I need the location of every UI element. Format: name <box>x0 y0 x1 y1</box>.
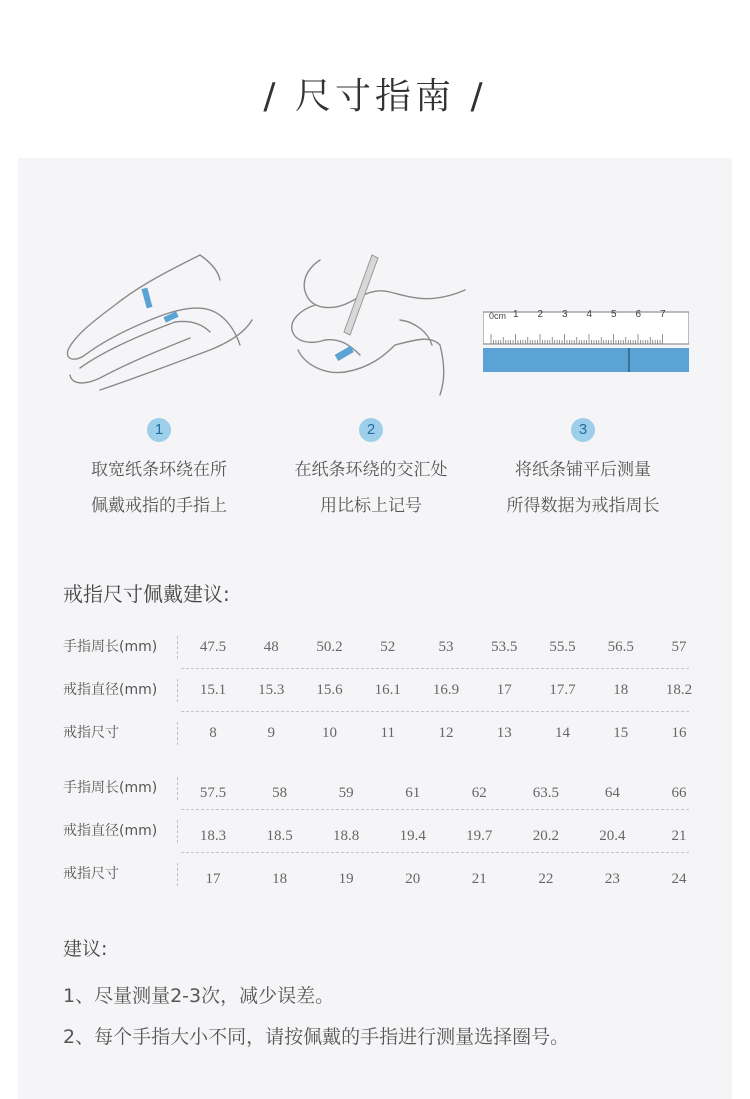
ruler-tick-label: 4 <box>586 309 593 320</box>
column-divider <box>177 863 178 886</box>
table-row <box>63 712 693 755</box>
table-cell: 19.4 <box>399 828 426 844</box>
table-cell: 22 <box>538 871 554 887</box>
advice-item-2: 2、每个手指大小不同，请按佩戴的手指进行测量选择圈号。 <box>63 1026 570 1048</box>
table-row <box>63 810 693 853</box>
table-cell: 17 <box>496 682 512 698</box>
table-cell: 10 <box>322 725 337 741</box>
table-cell: 53 <box>438 639 454 655</box>
table-cell: 56.5 <box>607 639 634 655</box>
step-3-line-1: 将纸条铺平后测量 <box>515 460 651 480</box>
table-cell: 18.8 <box>333 828 360 844</box>
size-section-heading: 戒指尺寸佩戴建议: <box>63 582 230 606</box>
step-2-text <box>271 452 471 524</box>
table-cell: 57.5 <box>199 785 227 801</box>
size-table-2 <box>63 767 693 896</box>
row-label: 手指周长(mm) <box>63 639 158 655</box>
table-cell: 13 <box>496 725 512 741</box>
table-cell: 59 <box>338 785 354 801</box>
table-cell: 15.6 <box>316 682 343 698</box>
table-cell: 16 <box>671 725 687 741</box>
table-cell: 16.1 <box>374 682 401 698</box>
step-3-line-2: 所得数据为戒指周长 <box>506 496 660 516</box>
ruler-tick-label: 7 <box>660 309 666 320</box>
table-row <box>63 767 693 810</box>
step-2-badge: 2 <box>359 418 383 442</box>
table-cell: 50.2 <box>316 639 343 655</box>
step-1-line-2: 佩戴戒指的手指上 <box>91 496 227 516</box>
table-row <box>63 853 693 896</box>
table-cell: 52 <box>380 639 396 655</box>
column-divider <box>177 636 178 659</box>
size-table-1 <box>63 626 693 755</box>
table-cell: 18 <box>613 682 629 698</box>
table-cell: 20 <box>405 871 421 887</box>
table-cell: 18.3 <box>199 828 227 844</box>
hand-wrap-illustration <box>60 250 260 400</box>
row-label: 戒指尺寸 <box>63 866 119 882</box>
table-cell: 48 <box>263 639 279 655</box>
table-cell: 20.2 <box>532 828 559 844</box>
column-divider <box>177 777 178 800</box>
table-cell: 9 <box>267 725 275 741</box>
table-cell: 64 <box>604 785 620 801</box>
table-cell: 17 <box>205 871 221 887</box>
step-2-line-1: 在纸条环绕的交汇处 <box>294 460 448 480</box>
table-cell: 66 <box>671 785 687 801</box>
table-cell: 57 <box>671 639 687 655</box>
table-cell: 55.5 <box>549 639 576 655</box>
table-cell: 21 <box>671 828 687 844</box>
advice-title: 建议: <box>63 938 108 960</box>
table-row <box>63 669 693 712</box>
table-cell: 8 <box>209 725 217 741</box>
ruler-tick-label: 5 <box>611 309 617 320</box>
table-cell: 19 <box>338 871 354 887</box>
ruler-tick-label: 6 <box>635 309 642 320</box>
table-cell: 63.5 <box>532 785 559 801</box>
table-cell: 11 <box>380 725 395 741</box>
table-cell: 19.7 <box>466 828 493 844</box>
pen-marking-illustration <box>280 250 470 400</box>
page-title: / 尺寸指南 / <box>263 76 487 117</box>
row-label: 戒指直径(mm) <box>63 823 158 839</box>
step-2-line-2: 用比标上记号 <box>320 496 422 516</box>
table-cell: 21 <box>471 871 487 887</box>
step-1-badge: 1 <box>147 418 171 442</box>
table-cell: 12 <box>438 725 454 741</box>
table-cell: 18.5 <box>266 828 293 844</box>
row-label: 戒指直径(mm) <box>63 682 158 698</box>
table-cell: 62 <box>471 785 487 801</box>
ruler-unit-label: 0cm <box>489 311 507 321</box>
table-cell: 15.3 <box>258 682 285 698</box>
table-cell: 18.2 <box>665 682 693 698</box>
table-cell: 24 <box>671 871 687 887</box>
table-row <box>63 626 693 669</box>
advice-item-1: 1、尽量测量2-3次，减少误差。 <box>63 985 335 1007</box>
table-cell: 58 <box>272 785 288 801</box>
row-label: 手指周长(mm) <box>63 780 158 796</box>
ruler-tick-label: 2 <box>537 309 544 320</box>
table-cell: 47.5 <box>199 639 227 655</box>
table-cell: 17.7 <box>549 682 576 698</box>
step-3-badge: 3 <box>571 418 595 442</box>
table-cell: 20.4 <box>599 828 626 844</box>
step-1-text <box>59 452 259 524</box>
column-divider <box>177 679 178 702</box>
table-cell: 53.5 <box>491 639 518 655</box>
table-cell: 61 <box>405 785 421 801</box>
step-3-text <box>483 452 683 524</box>
ruler-tick-label: 1 <box>513 309 519 320</box>
table-cell: 18 <box>272 871 288 887</box>
table-cell: 16.9 <box>432 682 460 698</box>
table-cell: 14 <box>555 725 570 741</box>
step-1-line-1: 取宽纸条环绕在所 <box>91 460 227 480</box>
table-cell: 23 <box>604 871 620 887</box>
row-label: 戒指尺寸 <box>63 725 119 741</box>
table-cell: 15.1 <box>199 682 227 698</box>
column-divider <box>177 722 178 745</box>
column-divider <box>177 820 178 843</box>
table-cell: 15 <box>613 725 629 741</box>
ruler-tick-label: 3 <box>562 309 568 320</box>
